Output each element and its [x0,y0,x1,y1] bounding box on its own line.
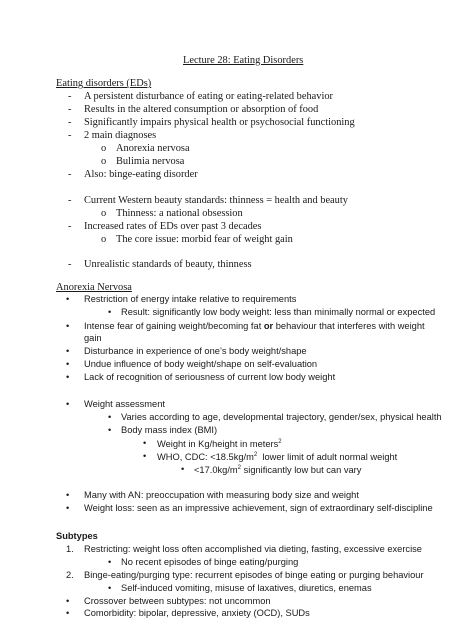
list-item: Weight loss: seen as an impressive achievement, sign of extraordinary self-discipline [84,503,433,513]
bullet-marker: • [66,346,70,356]
bullet-marker: • [108,307,112,317]
bullet-marker: • [66,503,70,513]
dash-marker: - [68,195,72,206]
dash-marker: - [68,221,72,232]
bullet-marker: • [66,321,70,331]
bullet-marker: • [108,583,112,593]
list-item: Also: binge-eating disorder [84,169,198,180]
section-heading-anorexia-nervosa: Anorexia Nervosa [56,282,132,293]
bullet-marker: • [181,464,185,474]
bullet-marker: • [143,438,147,448]
circle-marker: o [101,208,107,219]
list-item: Lack of recognition of seriousness of current low body weight [84,372,336,382]
list-item: The core issue: morbid fear of weight gain [116,234,293,245]
bullet-marker: • [66,399,70,409]
bullet-marker: • [66,294,70,304]
list-item [84,322,425,331]
text-run: significantly low but can vary [241,465,362,476]
dash-marker: - [68,91,72,102]
emphasis-text: or [263,321,274,331]
list-item: Weight assessment [84,399,165,409]
list-item: Comorbidity: bipolar, depressive, anxiety (OCD), SUDs [84,608,310,618]
list-item: Undue influence of body weight/shape on self-evaluation [84,359,318,369]
list-item: Disturbance in experience of one’s body weight/shape [84,346,307,356]
document-title: Lecture 28: Eating Disorders [183,55,304,66]
bullet-marker: • [66,372,70,382]
bullet-marker: • [66,596,70,606]
list-item: Restricting: weight loss often accomplished via dieting, fasting, excessive exercise [84,544,422,554]
list-item: Result: significantly low body weight: less than minimally normal or expected [121,307,436,317]
section-heading-eating-disorders: Eating disorders (EDs) [56,78,152,89]
text-run: Intense fear of gaining weight/becoming fat [84,321,264,331]
text-run: WHO, CDC: <18.5kg/m [157,452,254,463]
list-item: Binge-eating/purging type: recurrent episodes of binge eating or purging behaviour [84,570,424,580]
superscript: 2 [278,439,282,445]
section-heading-subtypes: Subtypes [56,531,98,541]
list-item: Current Western beauty standards: thinness = health and beauty [84,195,348,206]
list-item: Results in the altered consumption or absorption of food [84,104,319,115]
list-item-continuation: gain [84,333,102,343]
bullet-marker: • [66,490,70,500]
dash-marker: - [68,259,72,270]
text-run: lower limit of adult normal weight [257,452,398,463]
bullet-marker: • [108,412,112,422]
text-run: Weight in Kg/height in meters [157,439,279,450]
number-marker: 2. [66,570,74,580]
list-item: Body mass index (BMI) [121,425,218,435]
number-marker: 1. [66,544,74,554]
list-item [194,465,361,475]
list-item: Increased rates of EDs over past 3 decades [84,221,262,232]
bullet-marker: • [108,557,112,567]
dash-marker: - [68,169,72,180]
circle-marker: o [101,234,107,245]
list-item: No recent episodes of binge eating/purging [121,557,299,567]
superscript: 2 [237,465,242,471]
bullet-marker: • [143,451,147,461]
list-item: Bulimia nervosa [116,156,185,167]
dash-marker: - [68,104,72,115]
list-item: Crossover between subtypes: not uncommon [84,596,271,606]
list-item: Significantly impairs physical health or psychosocial functioning [84,117,355,128]
bullet-marker: • [66,359,70,369]
list-item: Many with AN: preoccupation with measuring body size and weight [84,490,359,500]
list-item: Thinness: a national obsession [116,208,243,219]
list-item: Restriction of energy intake relative to requirements [84,294,297,304]
bullet-marker: • [108,425,112,435]
dash-marker: - [68,117,72,128]
text-run: behaviour that interferes with weight [273,321,425,331]
list-item: 2 main diagnoses [84,130,157,141]
list-item [157,439,282,449]
circle-marker: o [101,143,107,154]
list-item: Unrealistic standards of beauty, thinness [84,259,252,270]
list-item: Varies according to age, developmental trajectory, gender/sex, physical health [121,412,442,422]
list-item: A persistent disturbance of eating or eating-related behavior [84,91,333,102]
list-item: Anorexia nervosa [116,143,190,154]
list-item: Self-induced vomiting, misuse of laxatives, diuretics, enemas [121,583,372,593]
superscript: 2 [253,452,258,458]
list-item [157,452,397,462]
bullet-marker: • [66,608,70,618]
text-run: <17.0kg/m [194,465,238,476]
dash-marker: - [68,130,72,141]
circle-marker: o [101,156,107,167]
